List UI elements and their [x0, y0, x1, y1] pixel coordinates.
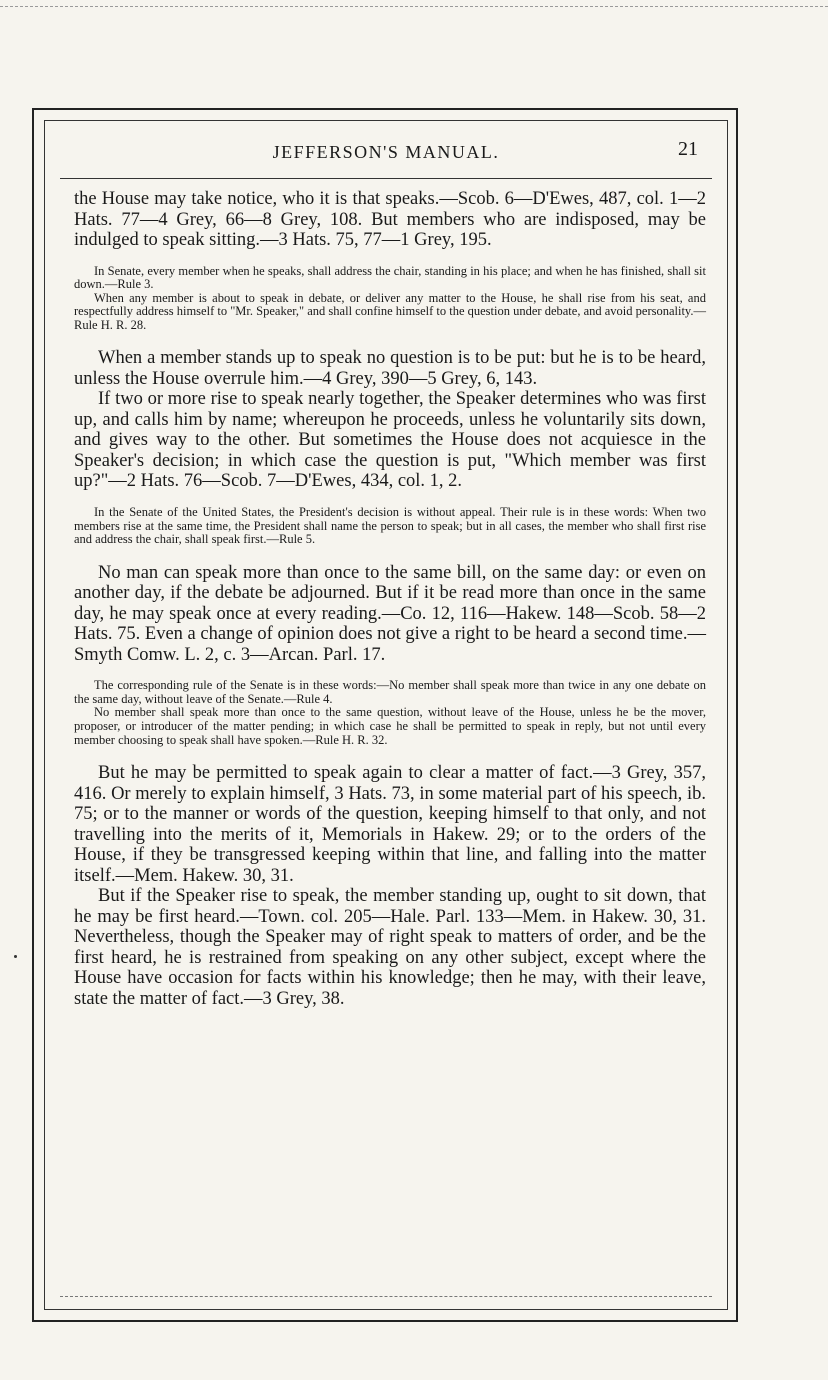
paragraph-no-question: When a member stands up to speak no question is to be put: but he is to be heard, unless the House overrule him.—4 Grey, 390—5 Grey, 6, 143.	[74, 348, 706, 389]
senate-note-corresponding-rule	[74, 679, 706, 747]
running-head	[60, 130, 712, 179]
page-body	[60, 179, 712, 1009]
paragraph-speak-once: No man can speak more than once to the same bill, on the same day: or even on another day, if the debate be adjourned. But if it be read more than once in the same day, he may speak once at every reading.—Co. 12, 116—Hakew. 148—Scob. 58—2 Hats. 75. Even a change of opinion does not give a right to be heard a second time.—Smyth Comw. L. 2, c. 3—Arcan. Parl. 17.	[74, 562, 706, 665]
scan-edge-line	[0, 6, 828, 7]
paragraph-continuation: the House may take notice, who it is that speaks.—Scob. 6—D'Ewes, 487, col. 1—2 Hats. 77—4 Grey, 66—8 Grey, 108. But members who are indisposed, may be indulged to speak sitting.—3 Hats. 75, 77—1 Grey, 195.	[74, 189, 706, 250]
note-paragraph: No member shall speak more than once to the same question, without leave of the House, unless he be the mover, proposer, or introducer of the matter pending; in which case he shall be permitted to speak in reply, but not until every member choosing to speak shall have spoken.—Rule H. R. 32.	[74, 705, 706, 747]
note-paragraph: The corresponding rule of the Senate is in these words:—No member shall speak more than twice in any one debate on the same day, without leave of the Senate.—Rule 4.	[74, 678, 706, 706]
senate-note-president	[74, 506, 706, 547]
page-number: 21	[678, 138, 698, 160]
note-paragraph: In Senate, every member when he speaks, shall address the chair, standing in his place; and when he has finished, shall sit down.—Rule 3.	[74, 263, 706, 292]
senate-note-speaking	[74, 265, 706, 333]
paragraph-two-rise: If two or more rise to speak nearly together, the Speaker determines who was first up, and calls him by name; whereupon he proceeds, unless he voluntarily sits down, and gives way to the other. But sometimes the House does not acquiesce in the Speaker's decision; in which case the question is put, "Which member was first up?"—2 Hats. 76—Scob. 7—D'Ewes, 434, col. 1, 2.	[74, 389, 706, 492]
bottom-rule	[60, 1296, 712, 1297]
paragraph-speaker-rise: But if the Speaker rise to speak, the member standing up, ought to sit down, that he may be first heard.—Town. col. 205—Hale. Parl. 133—Mem. in Hakew. 30, 31. Nevertheless, though the Speaker may of right speak to matters of order, and be the first heard, he is restrained from speaking on any other subject, except where the House have occasion for facts within his knowledge; then he may, with their leave, state the matter of fact.—3 Grey, 38.	[74, 886, 706, 1009]
note-paragraph: In the Senate of the United States, the President's decision is without appeal. Their rule is in these words: When two members rise at the same time, the President shall name the person to speak; but in all cases, the member who shall first rise and address the chair, shall speak first.—Rule 5.	[74, 504, 706, 547]
paragraph-clear-fact: But he may be permitted to speak again to clear a matter of fact.—3 Grey, 357, 416. Or merely to explain himself, 3 Hats. 73, in some material part of his speech, ib. 75; or to the manner or words of the question, keeping himself to that only, and not travelling into the merits of it, Memorials in Hakew. 29; or to the orders of the House, if they be transgressed keeping within that line, and falling into the matter itself.—Mem. Hakew. 30, 31.	[74, 763, 706, 886]
margin-speck	[14, 955, 17, 958]
page-title: JEFFERSON'S MANUAL.	[272, 142, 500, 162]
note-paragraph: When any member is about to speak in debate, or deliver any matter to the House, he shall rise from his seat, and respectfully address himself to "Mr. Speaker," and shall confine himself to the question under debate, and avoid personality.—Rule H. R. 28.	[74, 290, 706, 332]
book-page	[60, 130, 712, 1009]
